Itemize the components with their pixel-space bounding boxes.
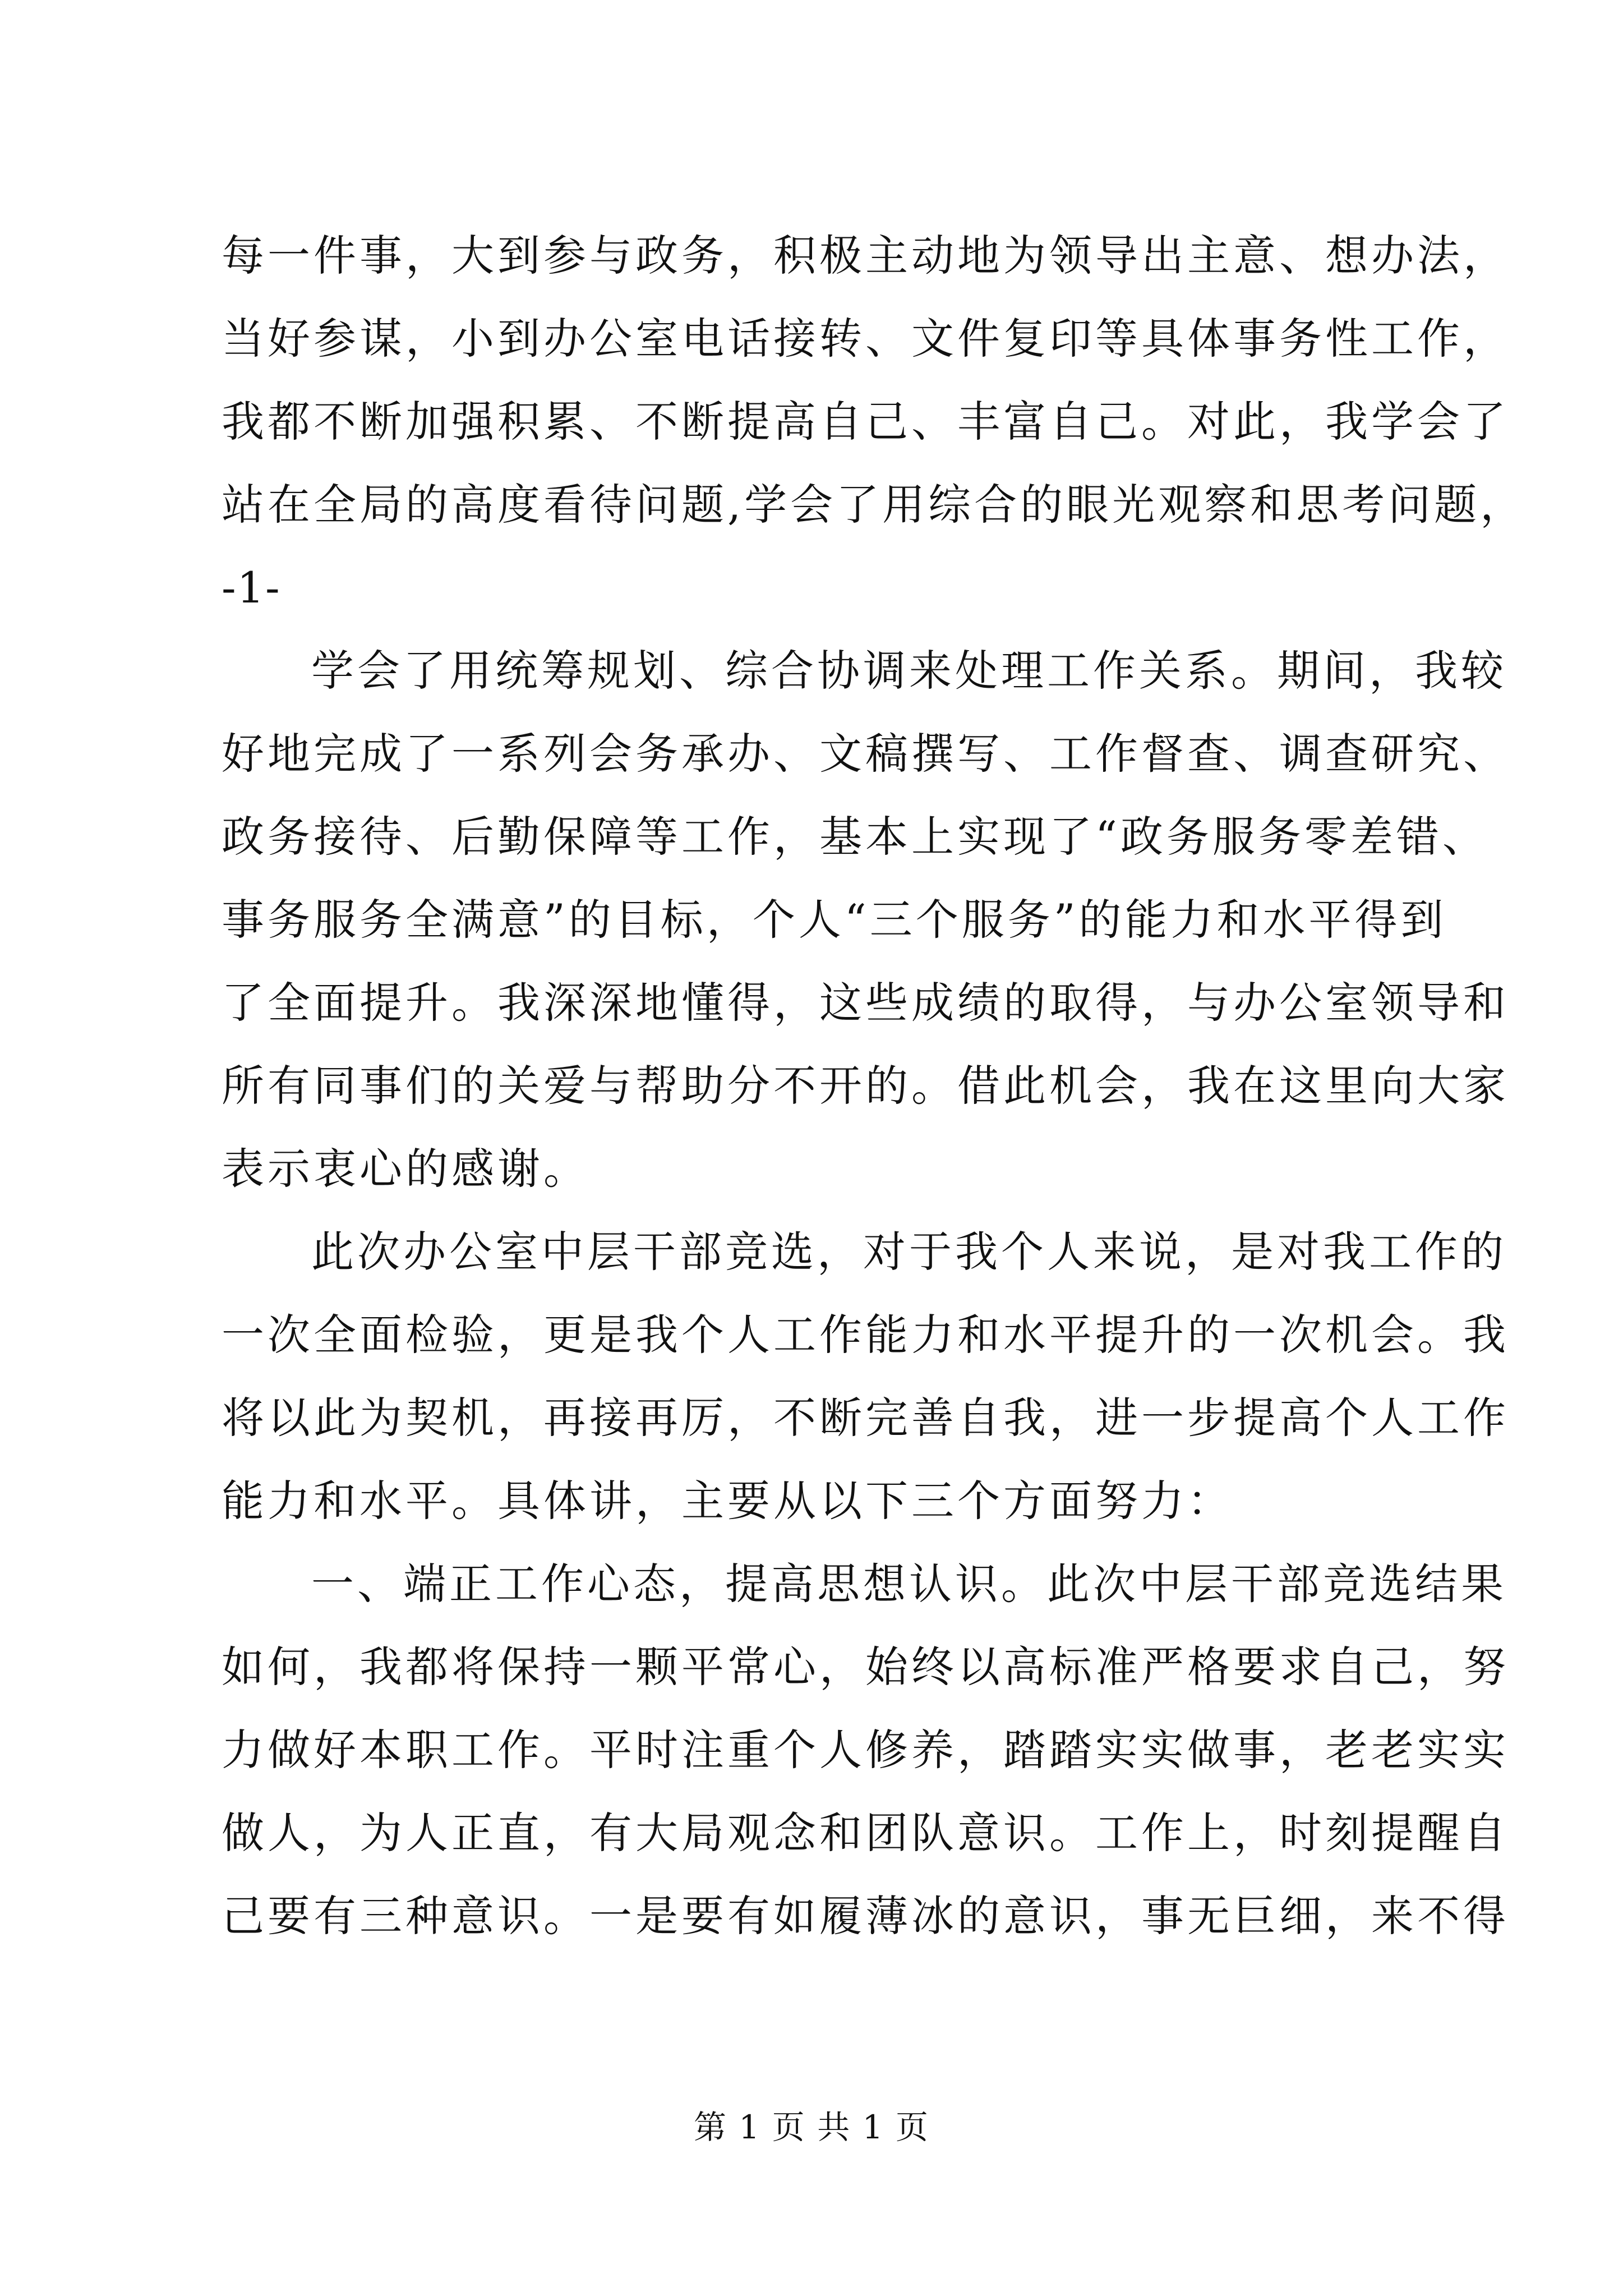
text-line: 己要有三种意识。一是要有如履薄冰的意识，事无巨细，来不得: [222, 1891, 1509, 1941]
text-line: 政务接待、后勤保障等工作，基本上实现了“政务服务零差错、: [222, 812, 1488, 862]
text-line: 如何，我都将保持一颗平常心，始终以高标准严格要求自己，努: [222, 1642, 1509, 1692]
paragraph-start-line: 此次办公室中层干部竞选，对于我个人来说，是对我工作的: [311, 1227, 1507, 1277]
text-line: 所有同事们的关爱与帮助分不开的。借此机会，我在这里向大家: [222, 1061, 1509, 1111]
text-line: 表示衷心的感谢。: [222, 1144, 589, 1194]
text-line: 将以此为契机，再接再厉，不断完善自我，进一步提高个人工作: [222, 1393, 1509, 1443]
text-line: 站在全局的高度看待问题,学会了用综合的眼光观察和思考问题，: [222, 480, 1527, 530]
paragraph-start-line: 学会了用统筹规划、综合协调来处理工作关系。期间，我较: [311, 646, 1507, 696]
text-line: 能力和水平。具体讲，主要从以下三个方面努力：: [222, 1476, 1233, 1526]
text-line: 一次全面检验，更是我个人工作能力和水平提升的一次机会。我: [222, 1310, 1509, 1360]
page-footer: 第 1 页 共 1 页: [694, 2108, 929, 2146]
inline-page-number: -1-: [222, 563, 281, 613]
text-line: 了全面提升。我深深地懂得，这些成绩的取得，与办公室领导和: [222, 978, 1509, 1028]
document-body: [222, 214, 1527, 1958]
text-line: 力做好本职工作。平时注重个人修养，踏踏实实做事，老老实实: [222, 1725, 1509, 1775]
text-line: 我都不断加强积累、不断提高自己、丰富自己。对此，我学会了: [222, 397, 1509, 447]
paragraph-start-line: 一、端正工作心态，提高思想认识。此次中层干部竞选结果: [311, 1559, 1507, 1609]
text-line: 当好参谋，小到办公室电话接转、文件复印等具体事务性工作，: [222, 314, 1509, 364]
text-line: 做人，为人正直，有大局观念和团队意识。工作上，时刻提醒自: [222, 1808, 1509, 1858]
text-line: 好地完成了一系列会务承办、文稿撰写、工作督查、调查研究、: [222, 729, 1509, 779]
text-line: 每一件事，大到参与政务，积极主动地为领导出主意、想办法，: [222, 231, 1509, 280]
text-line: 事务服务全满意”的目标，个人“三个服务”的能力和水平得到: [222, 895, 1447, 945]
